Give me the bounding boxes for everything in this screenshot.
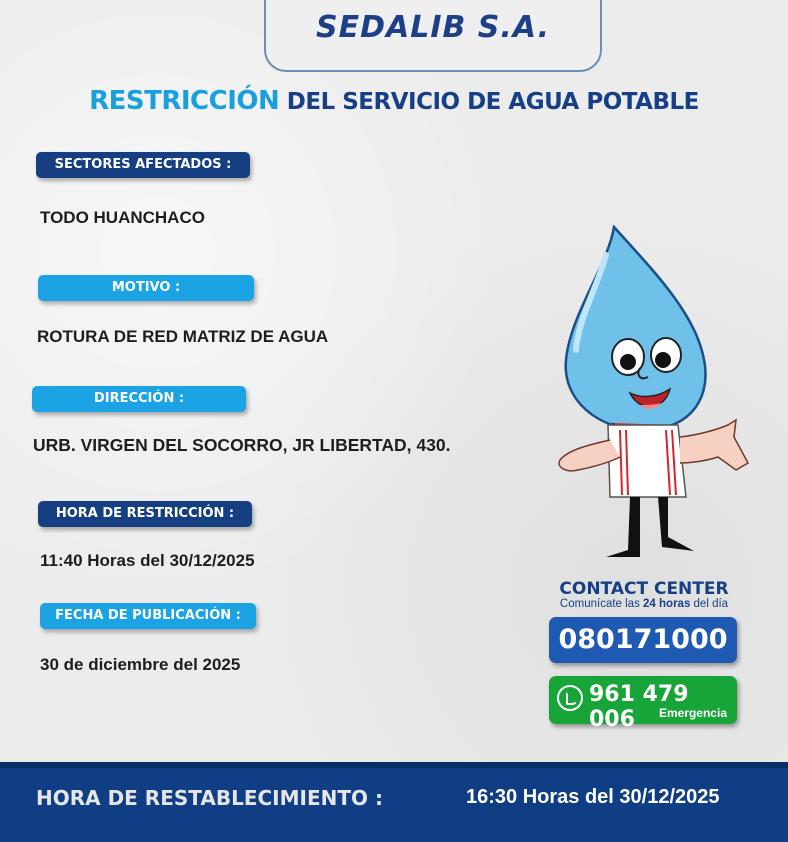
sectores-label: SECTORES AFECTADOS :: [36, 152, 250, 178]
footer-bar: [0, 762, 788, 842]
contact-center-title: CONTACT CENTER: [559, 579, 729, 599]
sedalib-logo: SEDALIB S.A.: [316, 10, 550, 45]
hora-value: 11:40 Horas del 30/12/2025: [40, 551, 255, 570]
phone-number-button[interactable]: 080171000: [549, 617, 737, 663]
water-drop-mascot: [548, 225, 753, 565]
direccion-value: URB. VIRGEN DEL SOCORRO, JR LIBERTAD, 430.: [33, 435, 451, 455]
page-title: [0, 86, 788, 116]
hora-label: HORA DE RESTRICCIÓN :: [38, 501, 252, 527]
whatsapp-label: Emergencia: [658, 706, 727, 720]
title-rest: DEL SERVICIO DE AGUA POTABLE: [279, 89, 699, 115]
motivo-label: MOTIVO :: [38, 275, 254, 301]
logo-box: [264, 0, 602, 72]
fecha-label: FECHA DE PUBLICACIÓN :: [40, 603, 256, 629]
whatsapp-button[interactable]: [549, 676, 737, 732]
subtitle-bold: 24 horas: [643, 598, 691, 610]
subtitle-post: del día: [690, 598, 729, 610]
sectores-value: TODO HUANCHACO: [40, 208, 205, 227]
contact-center-subtitle: [548, 598, 740, 610]
motivo-value: ROTURA DE RED MATRIZ DE AGUA: [37, 327, 329, 346]
restablecimiento-label: HORA DE RESTABLECIMIENTO :: [36, 786, 383, 810]
title-highlight: RESTRICCIÓN: [89, 86, 280, 116]
whatsapp-icon: [557, 685, 583, 711]
subtitle-pre: Comunícate las: [559, 598, 644, 610]
direccion-label: DIRECCIÓN :: [32, 386, 246, 412]
restablecimiento-value: 16:30 Horas del 30/12/2025: [466, 786, 720, 808]
fecha-value: 30 de diciembre del 2025: [40, 655, 241, 674]
whatsapp-number: 961 479 006: [589, 682, 689, 732]
